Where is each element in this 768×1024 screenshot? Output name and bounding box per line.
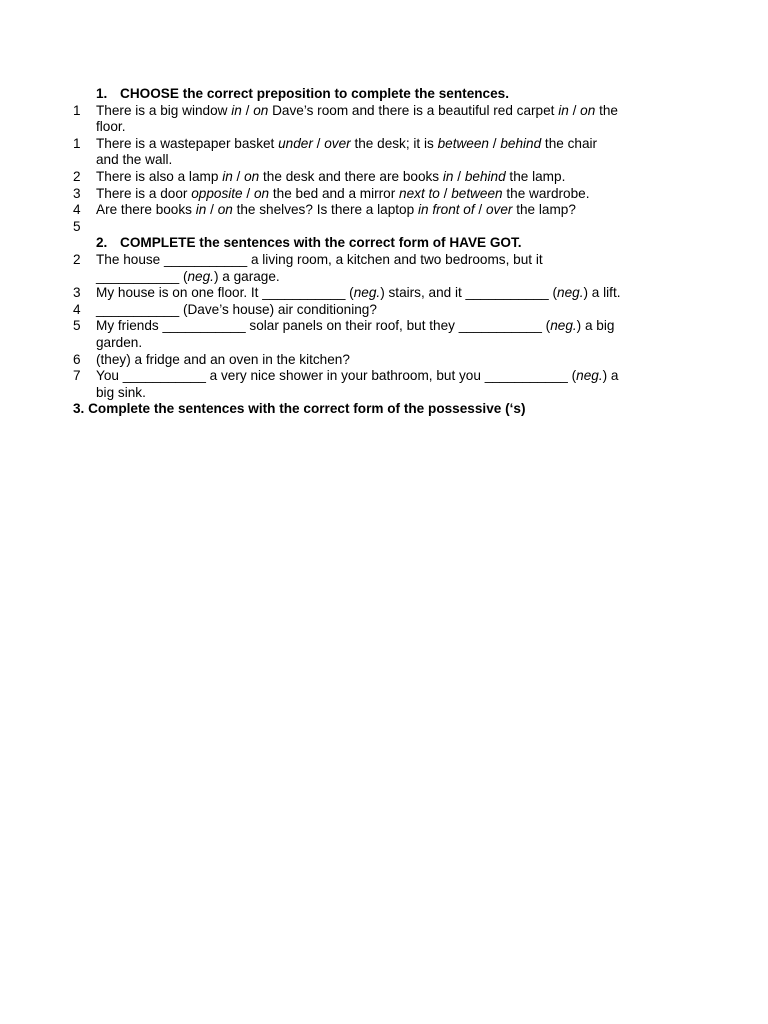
section2-title: COMPLETE the sentences with the correct form of HAVE GOT. <box>120 235 522 251</box>
item-number: 4 <box>73 301 81 317</box>
exercise-line <box>73 368 713 385</box>
sentence-text: ) a big <box>576 318 615 334</box>
section2-number: 2. <box>96 235 108 251</box>
sentence-text: the desk and there are books <box>259 168 443 184</box>
worksheet-content <box>73 86 713 418</box>
section1-title: CHOOSE the correct preposition to complete the sentences. <box>120 86 510 101</box>
sentence-text: Dave’s room and there is a beautiful red carpet <box>268 102 559 118</box>
item-number: 1 <box>73 135 81 151</box>
sentence-text: the shelves? Is there a laptop <box>232 202 418 218</box>
sentence-text: There is also a lamp <box>96 168 223 184</box>
sentence-text: and the wall. <box>96 152 173 168</box>
option-word: next to <box>399 185 440 201</box>
exercise-line <box>73 136 713 153</box>
sentence-text: ) stairs, and it ___________ ( <box>380 285 558 301</box>
option-word: in <box>195 202 207 218</box>
sentence-text: ___________ (Dave’s house) air conditioning? <box>96 301 377 317</box>
exercise-line <box>73 269 713 286</box>
item-number: 1 <box>73 102 81 118</box>
sentence-text: big sink. <box>96 384 146 400</box>
option-word: neg. <box>557 285 584 301</box>
item-number: 7 <box>73 368 81 384</box>
sentence-text: the desk; it is <box>350 135 438 151</box>
sentence-text: (they) a fridge and an oven in the kitchen? <box>96 351 350 367</box>
section1-number: 1. <box>96 86 108 101</box>
exercise-line <box>73 152 713 169</box>
sentence-text: the <box>595 102 618 118</box>
item-number: 4 <box>73 202 81 218</box>
sentence-text: ) a lift. <box>583 285 621 301</box>
sentence-text: There is a wastepaper basket <box>96 135 279 151</box>
sentence-text: / <box>488 135 501 151</box>
sentence-text: ) a garage. <box>213 268 280 284</box>
option-word: over <box>485 202 513 218</box>
option-word: over <box>324 135 351 151</box>
option-word: behind <box>464 168 506 184</box>
option-word: under <box>278 135 313 151</box>
sentence-text: There is a big window <box>96 102 232 118</box>
option-word: in <box>231 102 242 118</box>
option-word: neg. <box>187 268 214 284</box>
item-number: 5 <box>73 218 81 234</box>
sentence-text: / <box>474 202 486 218</box>
option-word: on <box>253 185 270 201</box>
sentence-text: garden. <box>96 334 143 350</box>
section1-items <box>73 103 713 236</box>
item-number: 5 <box>73 318 81 334</box>
option-word: neg. <box>550 318 577 334</box>
option-word: between <box>437 135 489 151</box>
item-number: 2 <box>73 168 81 184</box>
item-number: 3 <box>73 285 81 301</box>
sentence-text: / <box>242 185 254 201</box>
exercise-line <box>73 302 713 319</box>
option-word: on <box>580 102 596 118</box>
section1-heading <box>73 86 713 103</box>
sentence-text: / <box>453 168 465 184</box>
sentence-text: Are there books <box>96 202 196 218</box>
exercise-line <box>73 186 713 203</box>
sentence-text: ) a <box>602 368 619 384</box>
sentence-text: ___________ ( <box>96 268 188 284</box>
section3-heading: 3. Complete the sentences with the correct form of the possessive (‘s) <box>73 401 526 417</box>
sentence-text: / <box>241 102 254 118</box>
exercise-line <box>73 169 713 186</box>
section2-items <box>73 252 713 401</box>
exercise-line <box>73 335 713 352</box>
exercise-line <box>73 385 713 402</box>
sentence-text: the wardrobe. <box>502 185 590 201</box>
exercise-line <box>73 103 713 120</box>
sentence-text: My friends ___________ solar panels on their roof, but they ___________ ( <box>96 318 551 334</box>
option-word: opposite <box>191 185 243 201</box>
option-word: neg. <box>576 368 603 384</box>
sentence-text: / <box>439 185 452 201</box>
section2-heading <box>73 235 713 252</box>
exercise-line <box>73 318 713 335</box>
sentence-text: You ___________ a very nice shower in your bathroom, but you ___________ ( <box>96 368 577 384</box>
item-number: 6 <box>73 351 81 367</box>
sentence-text: / <box>312 135 325 151</box>
sentence-text: the chair <box>541 135 598 151</box>
option-word: in <box>558 102 569 118</box>
option-word: neg. <box>353 285 381 301</box>
sentence-text: The house ___________ a living room, a kitchen and two bedrooms, but it <box>96 251 543 267</box>
exercise-line <box>73 352 713 369</box>
option-word: on <box>244 168 260 184</box>
sentence-text: / <box>568 102 581 118</box>
exercise-line <box>73 119 713 136</box>
sentence-text: There is a door <box>96 185 192 201</box>
option-word: on <box>217 202 233 218</box>
option-word: in <box>222 168 233 184</box>
option-word: on <box>253 102 269 118</box>
option-word: between <box>451 185 503 201</box>
item-number: 2 <box>73 251 81 267</box>
sentence-text: My house is on one floor. It ___________ ( <box>96 285 354 301</box>
exercise-line <box>73 202 713 219</box>
item-number: 3 <box>73 185 81 201</box>
sentence-text: the lamp. <box>505 168 566 184</box>
option-word: behind <box>500 135 542 151</box>
sentence-text: / <box>206 202 218 218</box>
exercise-line <box>73 285 713 302</box>
sentence-text: floor. <box>96 119 126 135</box>
option-word: in <box>442 168 454 184</box>
exercise-line <box>73 219 713 236</box>
exercise-line <box>73 252 713 269</box>
option-word: in front of <box>417 202 475 218</box>
sentence-text: the lamp? <box>512 202 576 218</box>
sentence-text: the bed and a mirror <box>269 185 400 201</box>
sentence-text: / <box>232 168 245 184</box>
